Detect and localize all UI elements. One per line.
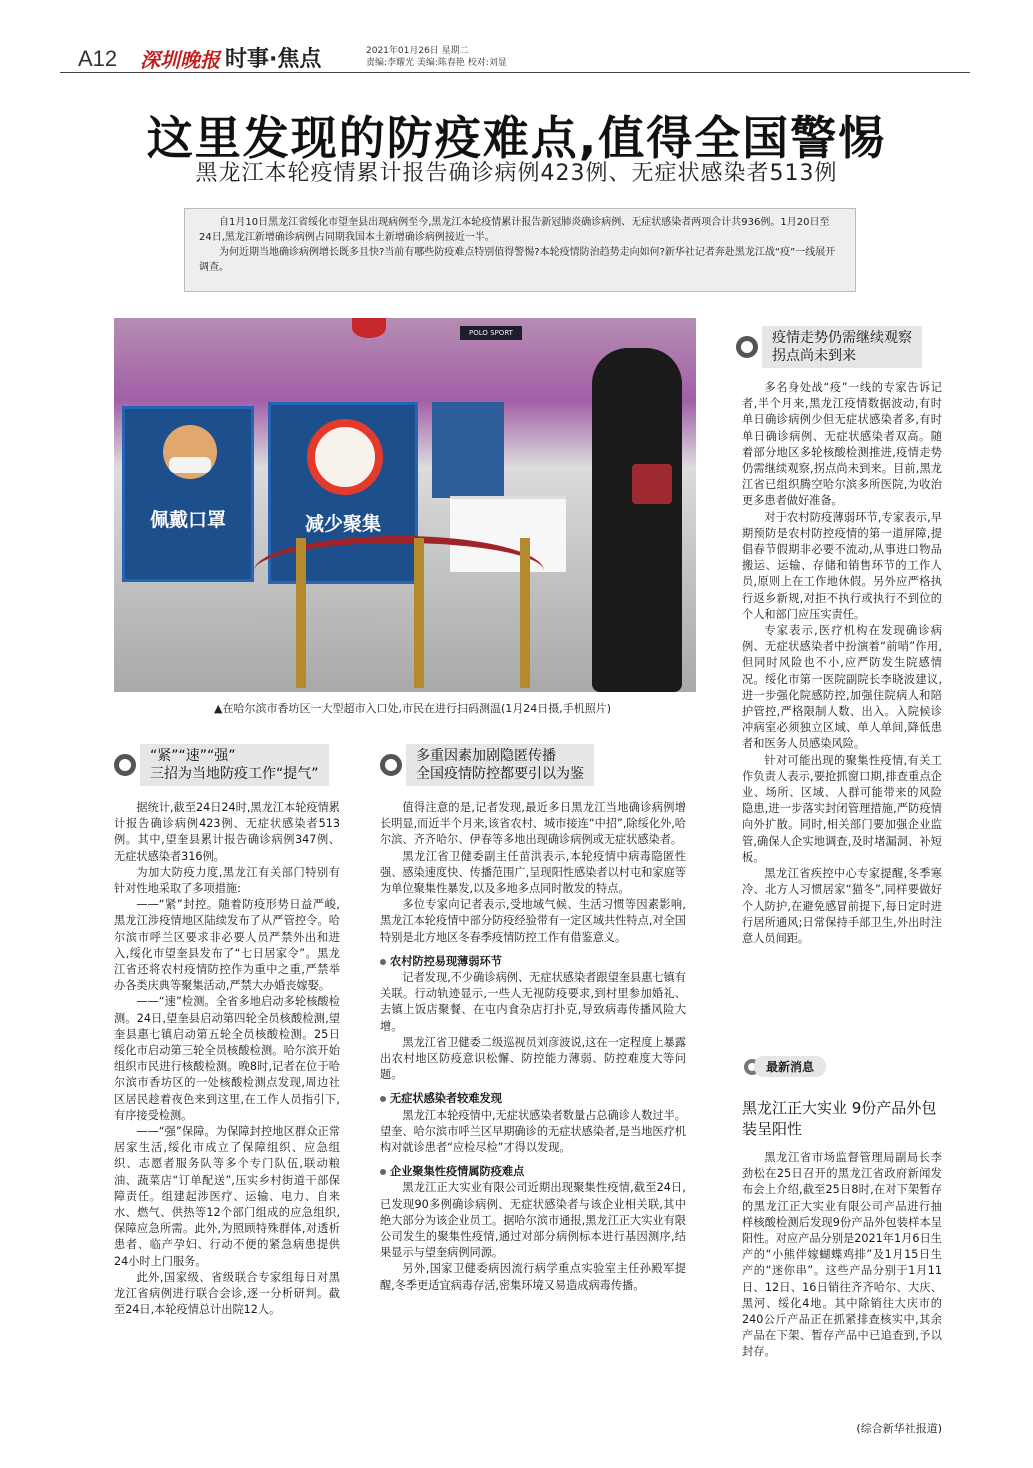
body-paragraph: 黑龙江省疾控中心专家提醒,冬季寒冷、北方人习惯居家“猫冬”,同样要做好个人防护,在避免感冒前提下,每日定时进行居所通风;日常保持手部卫生,外出时注意人员间距。 <box>742 867 942 945</box>
gathering-sign-text: 减少聚集 <box>304 513 381 535</box>
bullet-dot-icon <box>380 959 386 965</box>
body-paragraph: 另外,国家卫健委病因流行病学重点实验室主任孙殿军提醒,冬季更适宜病毒存活,密集环境又易造成病毒传播。 <box>380 1262 686 1292</box>
body-paragraph: 为加大防疫力度,黑龙江有关部门特别有针对性地采取了多项措施: <box>114 865 340 896</box>
body-paragraph: 黑龙江正大实业有限公司近期出现聚集性疫情,截至24日,已发现90多例确诊病例、无症状感染者与该企业相关联,其中绝大部分为该企业员工。据哈尔滨市通报,黑龙江正大实业有限公司发生的聚集性疫情,通过对部分病例标本进行基因测序,结果显示与望奎病例同源。 <box>380 1181 686 1260</box>
barrier-post <box>296 538 306 688</box>
no-gathering-icon <box>307 419 383 495</box>
section2-heading-line1: 多重因素加剧隐匿传播 <box>416 748 556 764</box>
body-paragraph: 专家表示,医疗机构在发现确诊病例、无症状感染者中扮演着“前哨”作用,但同时风险也不小,应严防发生院感情况。绥化市第一医院副院长李晓波建议,进一步强化院感防控,加强住院病人和陪护管控,严格限制人数、出入。入院候诊冲病室必须独立区域、单人单间,降低患者和医务人员感染风险。 <box>742 624 942 751</box>
news-photo <box>114 318 696 692</box>
lead-paragraph: 自1月10日黑龙江省绥化市望奎县出现病例至今,黑龙江本轮疫情累计报告新冠肺炎确诊病例、无症状感染者两项合计共936例。1月20日至24日,黑龙江新增确诊病例占同期我国本土新增确诊病例接近一半。 <box>199 217 830 243</box>
lead-paragraph: 为何近期当地确诊病例增长既多且快?当前有哪些防疫难点特别值得警惕?本轮疫情防治趋势走向如何?新华社记者奔赴黑龙江战“疫”一线展开调查。 <box>199 247 836 273</box>
store-sign: POLO SPORT <box>460 326 522 340</box>
body-paragraph: ——“紧”封控。随着防疫形势日益严峻,黑龙江涉疫情地区陆续发布了从严管控令。哈尔滨市呼兰区要求非必要人员严禁外出和进入,绥化市望奎县发布了“七日居家令”。黑龙江省还将农村疫情防控作为重中之重,严禁举办各类庆典等聚集活动,严禁大办婚丧嫁娶。 <box>114 898 340 993</box>
column-right <box>742 380 942 947</box>
section1-heading-line1: “紧”“速”“强” <box>150 748 236 764</box>
subheadline: 黑龙江本轮疫情累计报告确诊病例423例、无症状感染者513例 <box>195 161 838 186</box>
handbag <box>632 464 672 504</box>
body-paragraph: 黑龙江省市场监督管理局副局长李劲松在25日召开的黑龙江省政府新闻发布会上介绍,截至25日8时,在对下架暂存的黑龙江正大实业有限公司产品进行抽样核酸检测后发现9份产品外包装样本呈阳性。对应产品分别是2021年1月6日生产的“小熊伴嫁蝴蝶鸡排”及1月15日生产的“迷你串”。这些产品分别于1月11日、12日、16日销往齐齐哈尔、大庆、黑河、绥化4地。其中除销往大庆市的240公斤产品正在抓紧排查核实中,其余产品在下架、暂存产品中已追查到,予以封存。 <box>742 1151 942 1359</box>
body-paragraph: 黑龙江省卫健委副主任苗洪表示,本轮疫情中病毒隐匿性强、感染速度快、传播范围广,呈现阳性感染者以村屯和家庭等为单位聚集性暴发,以及多地多点同时散发的特点。 <box>380 849 686 896</box>
news-title: 黑龙江正大实业 9份产品外包装呈阳性 <box>742 1099 937 1138</box>
section2-heading <box>380 744 594 786</box>
news-body <box>742 1150 942 1361</box>
column-title: 时事·焦点 <box>225 47 322 72</box>
section1-heading-line2: 三招为当地防疫工作“提气” <box>150 766 319 782</box>
bullet-dot-icon <box>380 1096 386 1102</box>
body-paragraph: 多名身处战“疫”一线的专家告诉记者,半个月来,黑龙江疫情数据波动,有时单日确诊病例少但无症状感染者多,有时单日确诊病例、无症状感染者双高。随着部分地区多轮核酸检测推进,疫情走势仍需继续观察,拐点尚未到来。目前,黑龙江省已组织腾空哈尔滨多所医院,为收治更多患者做好准备。 <box>742 381 942 508</box>
section-ring-icon <box>736 336 758 358</box>
info-display <box>432 402 504 498</box>
body-paragraph: 据统计,截至24日24时,黑龙江本轮疫情累计报告确诊病例423例、无症状感染者513例。其中,望奎县累计报告确诊病例347例、无症状感染者316例。 <box>114 801 340 863</box>
body-paragraph: 对于农村防疫薄弱环节,专家表示,早期预防是农村防控疫情的第一道屏障,提倡春节假期非必要不流动,从事进口物品搬运、运输、存储和销售环节的工作人员,原则上在工作地休假。另外应严格执行返乡新规,对拒不执行或执行不到位的个人和部门应压实责任。 <box>742 510 942 621</box>
barrier-post <box>520 538 530 688</box>
mask-sign <box>122 406 254 582</box>
body-paragraph: ——“强”保障。为保障封控地区群众正常居家生活,绥化市成立了保障组织、应急组织、志愿者服务队等多个专门队伍,联动粮油、蔬菜店“订单配送”,压实乡村街道干部保障责任。组建起涉医疗、运输、电力、自来水、燃气、供热等12个部门组成的应急组织,保障应急所需。此外,为照顾特殊群体,对透析患者、临产孕妇、行动不便的紧急病患提供24小时上门服务。 <box>114 1125 340 1268</box>
masthead-info <box>366 45 507 69</box>
headline: 这里发现的防疫难点,值得全国警惕 <box>146 111 887 165</box>
barrier-post <box>414 538 424 688</box>
masthead <box>60 42 970 72</box>
lantern-decoration <box>352 318 386 338</box>
body-paragraph: 黑龙江本轮疫情中,无症状感染者数量占总确诊人数过半。望奎、哈尔滨市呼兰区早期确诊的无症状感染者,是当地医疗机构对就诊患者“应检尽检”才得以发现。 <box>380 1108 686 1155</box>
page-number: A12 <box>78 46 118 71</box>
column-left <box>114 800 340 1319</box>
section1-heading <box>114 744 329 786</box>
latest-news-tag <box>744 1056 826 1077</box>
lead-box <box>184 208 856 292</box>
body-paragraph: 此外,国家级、省级联合专家组每日对黑龙江省病例进行联合会诊,逐一分析研判。截至24日,本轮疫情总计出院12人。 <box>114 1270 340 1317</box>
subsection-title: 农村防控易现薄弱环节 <box>380 954 686 970</box>
body-paragraph: 记者发现,不少确诊病例、无症状感染者跟望奎县惠七镇有关联。行动轨迹显示,一些人无视防疫要求,到村里参加婚礼、去镇上饭店聚餐、在屯内食杂店打扑克,导致病毒传播风险大增。 <box>380 971 686 1033</box>
newspaper-logo: 深圳晚报 <box>140 48 220 72</box>
section3-heading-line1: 疫情走势仍需继续观察 <box>772 330 912 346</box>
section-ring-icon <box>380 754 402 776</box>
masthead-rule <box>60 72 970 73</box>
photo-caption: ▲在哈尔滨市香坊区一大型超市入口处,市民在进行扫码测温(1月24日摄,手机照片) <box>214 702 612 715</box>
section3-heading <box>736 326 922 368</box>
body-paragraph: ——“速”检测。全省多地启动多轮核酸检测。24日,望奎县启动第四轮全员核酸检测,望奎县惠七镇启动第五轮全员核酸检测。25日绥化市启动第三轮全员核酸检测。哈尔滨开始组织市民进行核酸检测。晚8时,记者在位于哈尔滨市香坊区的一处核酸检测点发现,周边社区居民趁着夜色来到这里,在工作人员指引下,有序接受检测。 <box>114 995 340 1122</box>
editor-line: 责编:李耀光 美编:陈春艳 校对:刘显 <box>366 58 507 68</box>
body-paragraph: 值得注意的是,记者发现,最近多日黑龙江当地确诊病例增长明显,而近半个月来,该省农村、城市接连“中招”,除绥化外,哈尔滨、齐齐哈尔、伊春等多地出现确诊病例或无症状感染者。 <box>380 801 686 847</box>
column-middle <box>380 800 686 1294</box>
section3-heading-line2: 拐点尚未到来 <box>772 348 856 364</box>
subsection-title: 无症状感染者较难发现 <box>380 1091 686 1107</box>
body-paragraph: 针对可能出现的聚集性疫情,有关工作负责人表示,要抢抓窗口期,排查重点企业、场所、区域、人群可能带来的风险隐患,进一步落实封闭管理措施,严防疫情向外扩散。同时,相关部门要加强企业监管,确保人企实地调查,及时堵漏洞、补短板。 <box>742 753 942 864</box>
bullet-dot-icon <box>380 1169 386 1175</box>
section-ring-icon <box>114 754 136 776</box>
body-paragraph: 黑龙江省卫健委二级巡视员刘彦波说,这在一定程度上暴露出农村地区防疫意识松懈、防控能力薄弱、防控难度大等问题。 <box>380 1035 686 1082</box>
mask-icon <box>169 457 211 473</box>
shopper-figure <box>592 348 682 692</box>
news-source: (综合新华社报道) <box>856 1422 942 1435</box>
body-paragraph: 多位专家向记者表示,受地域气候、生活习惯等因素影响,黑龙江本轮疫情中部分防疫经验带有一定区域共性特点,对全国特别是北方地区冬春季疫情防控工作有借鉴意义。 <box>380 898 686 944</box>
subsection-title: 企业聚集性疫情属防疫难点 <box>380 1164 686 1180</box>
section2-heading-line2: 全国疫情防控都要引以为鉴 <box>416 766 584 782</box>
latest-news-label: 最新消息 <box>754 1056 826 1077</box>
mask-sign-text: 佩戴口罩 <box>149 509 226 531</box>
date-line: 2021年01月26日 星期二 <box>366 46 469 56</box>
